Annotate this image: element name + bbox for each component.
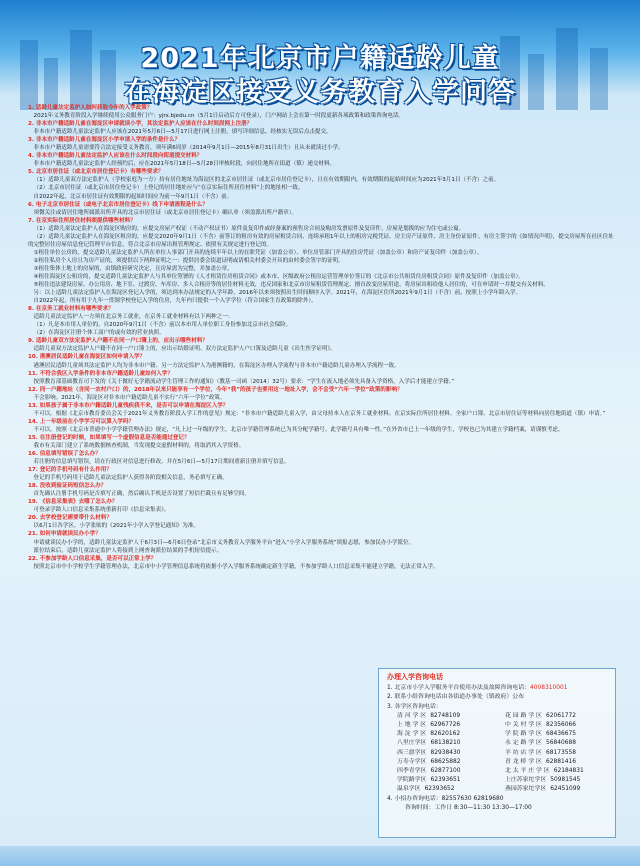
contact-line-3: 3. 各学区咨询电话： <box>387 703 442 710</box>
answer: （1）适龄儿童双方法定监护人（学校家庭为一方）持有居住地址为海淀区的北京市居住证（或北京市居住登记卡），且在有效期限内，有效期限的起始时间应为2021年3月1日（不含）之前。 <box>33 177 500 184</box>
answer: 我市有关部门建立了系统数据核查机制，当发现提交虚假材料的，将取消其入学资格。 <box>33 442 245 449</box>
question: 3. 非本市户籍适龄儿童在海淀区小学申请入学的条件是什么？ <box>28 137 181 144</box>
district-phone-grid <box>387 712 607 795</box>
district-phone: 62881416 <box>545 758 576 765</box>
answer: 另：以上适龄儿童法定监护人在海淀区登记入学的，须达到本办法规定的入学年龄，2016年以来须按照出生时间顺序入学。2021年，在海淀区住所2021年9月1日（不含）前，按照上小学年龄入学。 <box>33 290 522 297</box>
question: 19. 《信息采集表》去哪了怎么办？ <box>28 499 118 506</box>
district-phone-item <box>505 721 607 730</box>
question: 16. 信息填写错误了怎么办？ <box>28 451 101 458</box>
district-phone: 68625882 <box>430 758 461 765</box>
answer: 按照北京市中小学校学生学籍管理办法，北京市中小学管理信息系统将依据小学入学服务系统确定新生学籍，不参加学龄人口信息采集不能建立学籍，无法正常入学。 <box>33 563 439 570</box>
question: 11. 不符合我区入学条件的非本市户籍适龄儿童如何入学？ <box>28 370 173 377</box>
answer: 港澳居民适龄儿童须其法定监护人均为非本市户籍、另一方法定监护人为港澳籍的，在海淀区办理入学流程与非本市户籍适龄儿童办理入学流程一致。 <box>33 362 400 369</box>
answer: 若注册的信息填写错误，请在行政区对信息进行修改，并在5月6日—5月17日期间重新注册并填写信息。 <box>33 459 290 466</box>
district-name: 花 园 路 学 区 <box>505 712 542 719</box>
district-name: 四季青学区 <box>397 768 427 775</box>
answer: 登记的手机号码用于适龄儿童法定监护人获得各阶段相关信息，务必填写正确。 <box>33 475 228 482</box>
district-phone-item <box>397 721 499 730</box>
district-phone: 82620162 <box>430 731 461 738</box>
answer: 首先确认注册手机号码是否填写正确，然后确认手机是否设置了短信拦截且有足够空间。 <box>33 491 250 498</box>
district-phone: 62393652 <box>424 786 455 793</box>
district-phone-item <box>397 785 499 794</box>
district-name: 学院路学区 <box>397 777 427 784</box>
footer-strip <box>0 846 640 866</box>
answer: （1）适龄儿童法定监护人在海淀区购房的，应提交房屋产权证（不动产权证书）原件及复印件或经备案的预售房合同及购房发票原件及复印件。房屋是划拨的应为住宅或公寓。 <box>33 225 465 232</box>
contact-line-1: 1. 北京市小学入学服务平台使用办法及故障咨询电话：4008310001 <box>387 685 568 692</box>
answer: （2）在海淀区注册个体工商户的或有效的营业执照。 <box>33 330 165 337</box>
district-phone: 82938430 <box>430 749 461 756</box>
answer: ①租住单位公房的，提交适龄儿童法定监护人所在单位人事部门开具的连续半年以上的在职凭证（加盖公章）、单位房管部门开具的住房凭证（加盖公章）和房产证复印件（加盖公章）。 <box>33 249 483 256</box>
answer: 非本市户籍适龄儿童需要符合法定接受义务教育，须年满6周岁（2014年9月1日—2015年8月31日出生）且从未就读过小学。 <box>33 145 344 152</box>
district-name: 羊 坊 店 学 区 <box>505 749 542 756</box>
district-phone-item <box>505 758 607 767</box>
district-name: 清 河 学 区 <box>397 712 427 719</box>
district-phone-item <box>505 749 607 758</box>
district-phone-item <box>505 712 607 721</box>
district-phone-item <box>505 776 607 785</box>
answer: 须微关注或请居住地所属派出所开具的北京市居住证（或北京市居住登记卡）确认单（须盖派出所户籍章）。 <box>33 209 298 216</box>
district-phone: 82356066 <box>545 722 576 729</box>
answer: 非本市户籍适龄儿童法定监护人应该在2021年5月6日—5月17日进行网上注册，填写详细信息，经核实无误后点击提交。 <box>33 129 332 136</box>
district-name: 青 龙 桥 学 区 <box>505 758 542 765</box>
district-phone-item <box>397 730 499 739</box>
district-phone: 50981545 <box>550 777 581 784</box>
answer: 不会影响。2021年，海淀区对非本市户籍适龄儿童不实行“六年一学位”政策。 <box>33 394 226 401</box>
answer: （2）北京市居住证（或北京市居住登记卡）上登记的居住地址应与“在京实际住所居住材料”上的地址相一致。 <box>33 185 304 192</box>
answer: 不可以。根据《北京市教育委员会关于2021年义务教育阶段入学工作的意见》规定：“非本市户籍适龄儿童入学，由父母持本人在京务工就业材料、在京实际住所居住材料、全家户口簿、北京市居住证等材料向居住地街道（镇）申请。” <box>33 410 606 417</box>
page-title-line2: 在海淀区接受义务教育入学问答 <box>124 77 516 108</box>
question: 8. 在京务工就业材料有哪些要求？ <box>28 306 114 313</box>
question: 21. 如何申请就读民办小学？ <box>28 531 101 538</box>
district-name: 八里庄学区 <box>397 740 427 747</box>
contact-line-4: 4. 小招办咨询电话：82557630 62819680 <box>387 795 504 802</box>
district-phone: 62061772 <box>545 712 576 719</box>
consult-hours: 咨询时间：工作日 8:30—11:30 13:30—17:00 <box>405 804 532 811</box>
answer: 自2022年起，北京市居住证有效期限的起始时间应为前一年9月1日（不含）前。 <box>33 193 233 200</box>
district-phone: 62184831 <box>553 768 584 775</box>
district-phone-item <box>505 730 607 739</box>
district-phone-item <box>397 767 499 776</box>
answer: 以6月1日各学区、小学张贴的《2021年小学入学登记通知》为准。 <box>33 523 199 530</box>
district-phone-item <box>397 776 499 785</box>
question: 15. 在注册登记的时候，如果填写一个虚假信息是否能通过登记？ <box>28 434 190 441</box>
district-phone: 68436675 <box>545 731 576 738</box>
question: 12. 同一户籍地址（含同一农村户口）的，2018年以来只能享有一个学位，今年“我”的孩子也要用这一地址入学，会不会受“六年一学位”政策的影响？ <box>28 386 403 393</box>
district-name: 上 地 学 区 <box>397 722 427 729</box>
district-name: 北 太 平 庄 学 区 <box>505 768 550 775</box>
answer: 自2022年起，所有用于九年一贯制学校登记入学的住房，九年内只提供一个入学学位（符合国家生育政策的除外）。 <box>33 298 317 305</box>
hotline-number: 4008310001 <box>529 685 568 692</box>
answer: （2）适龄儿童法定监护人在海淀区租房的，应提交2020年9月1日（不含）前签订的租房有效的房屋租赁合同、连续承租1年以上的租房完税凭证、房主房产证原件、房主身份证原件。有房主签字的《如情况声明》，提交房屋所在社区住址的完整居住房屋信息登记管理平台信息，符合北京市房屋出租管理规定、依照有关规定进行登记的。 <box>28 233 614 248</box>
district-name: 温泉学区 <box>397 786 421 793</box>
answer: （1）凡是本市用人单位的，自2020年9月1日（不含）前以本市用人单位职工身份参加北京市社会保险。 <box>33 322 292 329</box>
district-name: 中 关 村 学 区 <box>505 722 542 729</box>
district-name: 上庄苏家坨学区 <box>505 777 547 784</box>
district-phone-item <box>397 758 499 767</box>
answer: 非本市户籍适龄儿童法定监护人经预约后，应在2021年5月18日—5月28日审核时段，向居住地所在街道（镇）递交材料。 <box>33 161 336 168</box>
question: 22. 不参加学龄人口信息采集，是否可以正常上学？ <box>28 555 157 562</box>
question: 13. 如果孩子属于非本市户籍适龄儿童残疾我不来，是否可以申请在海淀区入学？ <box>28 402 229 409</box>
answer: ②租住私房个人房且为房产证的，须提供以下两种证明之一：提供居委会街道证明或请相关村委会开具的由村委会签字的证明。 <box>33 257 344 264</box>
question: 14. 上一年级前在小学学习可以算入学吗？ <box>28 418 135 425</box>
district-name: 燕园苏家坨学区 <box>505 786 547 793</box>
district-phone-item <box>505 785 607 794</box>
answer: 可登录学龄人口信息采集系统重新打印《信息采集表》。 <box>33 507 170 514</box>
contact-line-2: 2. 联系小组咨询电话由各街道办事处（镇政府）公布 <box>387 694 525 701</box>
district-name: 万寿寺学区 <box>397 758 427 765</box>
district-name: 永 定 路 学 区 <box>505 740 542 747</box>
district-phone: 62967726 <box>430 722 461 729</box>
district-name: 西三旗学区 <box>397 749 427 756</box>
answer: 2021年义务教育阶段入学继续使用公众服务门户：yjrx.bjedu.cn（5月1日启动后方可登录），门户网站上会在第一时段更新各项政策和政策咨询电话。 <box>33 113 404 120</box>
answer: 按照教育部基础教育司下发的《关于做好无学籍流动学生管理工作的通知》（教基一司函〔2014〕32号）要求：“学生在流入地必须先具备入学资格，入学后才能建立学籍。” <box>33 378 455 385</box>
district-phone-item <box>397 749 499 758</box>
question: 9. 适龄儿童双方法定监护人户籍不在同一户口簿上的，应出示哪些材料？ <box>28 338 208 345</box>
district-phone: 68138210 <box>430 740 461 747</box>
question: 10. 港澳居民适龄儿童在海淀区如何申请入学？ <box>28 354 146 361</box>
question: 6. 电子北京市居住证（或电子北京市居住登记卡）线下申请流程是什么？ <box>28 201 208 208</box>
district-phone: 82748109 <box>430 712 461 719</box>
answer: 申请就读民办小学的，适龄儿童法定监护人于6月3日—6月6日登录“北京市义务教育入学服务平台”进入“小学入学服务系统”填报志愿，参加民办小学派位。 <box>33 539 415 546</box>
question: 20. 去学校登记需要带什么材料？ <box>28 515 112 522</box>
contact-box-title: 办理入学咨询电话 <box>387 673 443 681</box>
district-phone-item <box>505 739 607 748</box>
answer: ③租住集体土地上的房屋的，由镇政府研究决定，且房屋需为完整，并加盖公章。 <box>33 265 233 272</box>
district-phone: 68173558 <box>545 749 576 756</box>
district-phone-item <box>505 767 607 776</box>
district-phone: 62393651 <box>430 777 461 784</box>
question: 4. 非本市户籍适龄儿童法定监护人应该在什么时间段向街道提交材料？ <box>28 153 203 160</box>
question: 17. 登记的手机号码有什么作用？ <box>28 467 112 474</box>
answer: 不可以。按照《北京市普通中小学学籍管理办法》规定，“凡上过一年级的学生，北京市学籍管理系统已为其分配学籍号。此学籍号具有唯一性。”在外省市已上一年级的学生，学校也已为其建立学籍档案，请谨慎考虑。 <box>33 426 564 433</box>
district-phone: 56840688 <box>545 740 576 747</box>
answer: 派位结束后，适龄儿童法定监护人将接到上网查询派位结果的手机短信提示。 <box>33 547 223 554</box>
answer: 适龄儿童法定监护人一方须在北京务工就业，在京务工就业材料有以下两种之一： <box>33 314 234 321</box>
district-phone: 62451099 <box>550 786 581 793</box>
question: 5. 北京市居住证（或北京市居住登记卡）有哪些要求？ <box>28 169 164 176</box>
answer: ⑤租住违法建设房屋、办公用房、地下室、过渡房、车库房、多人合租房等的居住材料无效，违反国家和北京市房屋租赁管理规定、擅自改变房屋用途、将房屋出租给他人居住的，可在申请时一并提交有关材料。 <box>33 282 549 289</box>
answer: ④租住海淀区公租房的，提交适龄儿童法定监护人与其单位签署的《人才租赁住房租赁合同》或本市、区级政府公租房运营管理单位签订的《北京市公共租赁住房租赁合同》原件及复印件（加盖公章）。 <box>33 273 524 280</box>
page-title-line1: 2021年北京市户籍适龄儿童 <box>140 43 500 74</box>
question: 2. 非本市户籍适龄儿童在海淀区申请就读小学，其法定监护人应该在什么时间段网上注册？ <box>28 121 253 128</box>
contact-box <box>378 668 616 838</box>
question: 7. 在京实际住所居住材料须提供哪些材料？ <box>28 217 136 224</box>
question: 18. 没收到验证码短信怎么办？ <box>28 483 107 490</box>
district-phone-item <box>397 712 499 721</box>
answer: 适龄儿童双方法定监护人户籍不在同一户口簿上的，应出示结婚证明、双方法定监护人户口簿及适龄儿童《出生医学证明》。 <box>33 346 336 353</box>
district-name: 海 淀 学 区 <box>397 731 427 738</box>
district-phone: 62877100 <box>430 768 461 775</box>
district-name: 学 院 路 学 区 <box>505 731 542 738</box>
district-phone-item <box>397 739 499 748</box>
question: 1. 适龄儿童法定监护人如何获取今年的入学政策？ <box>28 105 153 111</box>
